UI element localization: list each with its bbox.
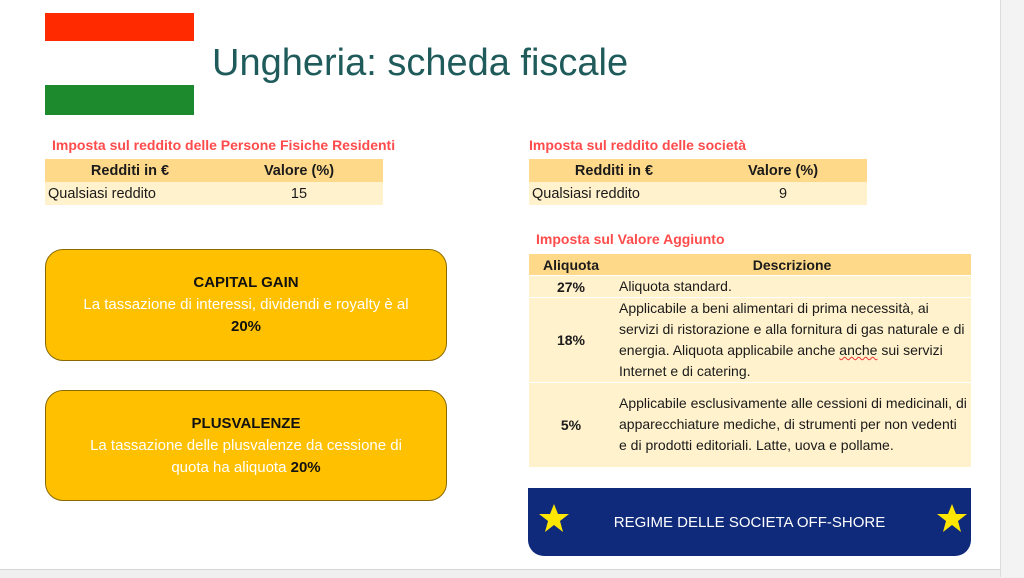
- table-header-row: [529, 254, 971, 276]
- table-row: [529, 276, 971, 298]
- vat-description-part: Applicabile a beni alimentari di prima necessità, ai servizi di ristorazione e alla fornitura di gas naturale e di energia. Aliquota applicabile anche: [619, 300, 965, 358]
- vat-description-part: sui servizi Internet e di catering.: [619, 342, 943, 379]
- plusvalenze-text-part: quota ha aliquota: [171, 459, 291, 476]
- ires-col-valore: Valore (%): [699, 159, 867, 182]
- vat-description: [613, 298, 971, 383]
- irpef-row-value: 15: [215, 182, 383, 205]
- ires-heading: Imposta sul reddito delle società: [529, 137, 747, 153]
- table-header-row: [45, 159, 383, 182]
- offshore-banner: [528, 488, 971, 556]
- capital-gain-text: La tassazione di interessi, dividendi e royalty è al: [83, 296, 409, 313]
- ires-row-label: Qualsiasi reddito: [529, 182, 699, 205]
- scrollbar-area: [1000, 0, 1024, 577]
- star-icon: [936, 502, 968, 534]
- hungary-flag: [45, 13, 194, 115]
- irpef-col-valore: Valore (%): [215, 159, 383, 182]
- table-row: [529, 298, 971, 383]
- ires-col-redditi: Redditi in €: [529, 159, 699, 182]
- vat-rate: 18%: [529, 298, 613, 383]
- page-title: Ungheria: scheda fiscale: [212, 42, 629, 84]
- spellcheck-underlined-word: anche: [839, 342, 878, 358]
- plusvalenze-text-line2: [46, 457, 446, 479]
- plusvalenze-text-line1: La tassazione delle plusvalenze da cessione di: [90, 437, 402, 454]
- ires-table: [529, 159, 867, 205]
- star-icon: [538, 502, 570, 534]
- capital-gain-percent: 20%: [230, 318, 262, 335]
- flag-white-stripe: [45, 41, 194, 85]
- irpef-table: [45, 159, 383, 205]
- table-row: [529, 182, 867, 205]
- irpef-row-label: Qualsiasi reddito: [45, 182, 215, 205]
- vat-rate: 5%: [529, 383, 613, 467]
- flag-green-stripe: [45, 85, 194, 115]
- table-row: [529, 383, 971, 467]
- vat-rate: 27%: [529, 276, 613, 298]
- capital-gain-box: [45, 249, 447, 361]
- vat-col-aliquota: Aliquota: [529, 254, 613, 276]
- offshore-label: REGIME DELLE SOCIETA OFF-SHORE: [613, 513, 886, 531]
- flag-red-stripe: [45, 13, 194, 41]
- vat-heading: Imposta sul Valore Aggiunto: [536, 231, 725, 247]
- table-row: [45, 182, 383, 205]
- table-header-row: [529, 159, 867, 182]
- vat-col-descrizione: Descrizione: [613, 254, 971, 276]
- plusvalenze-heading: PLUSVALENZE: [191, 415, 301, 432]
- irpef-heading: Imposta sul reddito delle Persone Fisiche Residenti: [52, 137, 396, 153]
- capital-gain-heading: CAPITAL GAIN: [193, 274, 299, 291]
- plusvalenze-percent: 20%: [290, 459, 321, 476]
- plusvalenze-box: [45, 390, 447, 501]
- ires-row-value: 9: [699, 182, 867, 205]
- irpef-col-redditi: Redditi in €: [45, 159, 215, 182]
- vat-table: [529, 254, 971, 467]
- vat-description: Aliquota standard.: [613, 276, 971, 298]
- vat-description: Applicabile esclusivamente alle cessioni di medicinali, di apparecchiature mediche, di strumenti per non vedenti e di prodotti editoriali. Latte, uova e pollame.: [613, 383, 971, 467]
